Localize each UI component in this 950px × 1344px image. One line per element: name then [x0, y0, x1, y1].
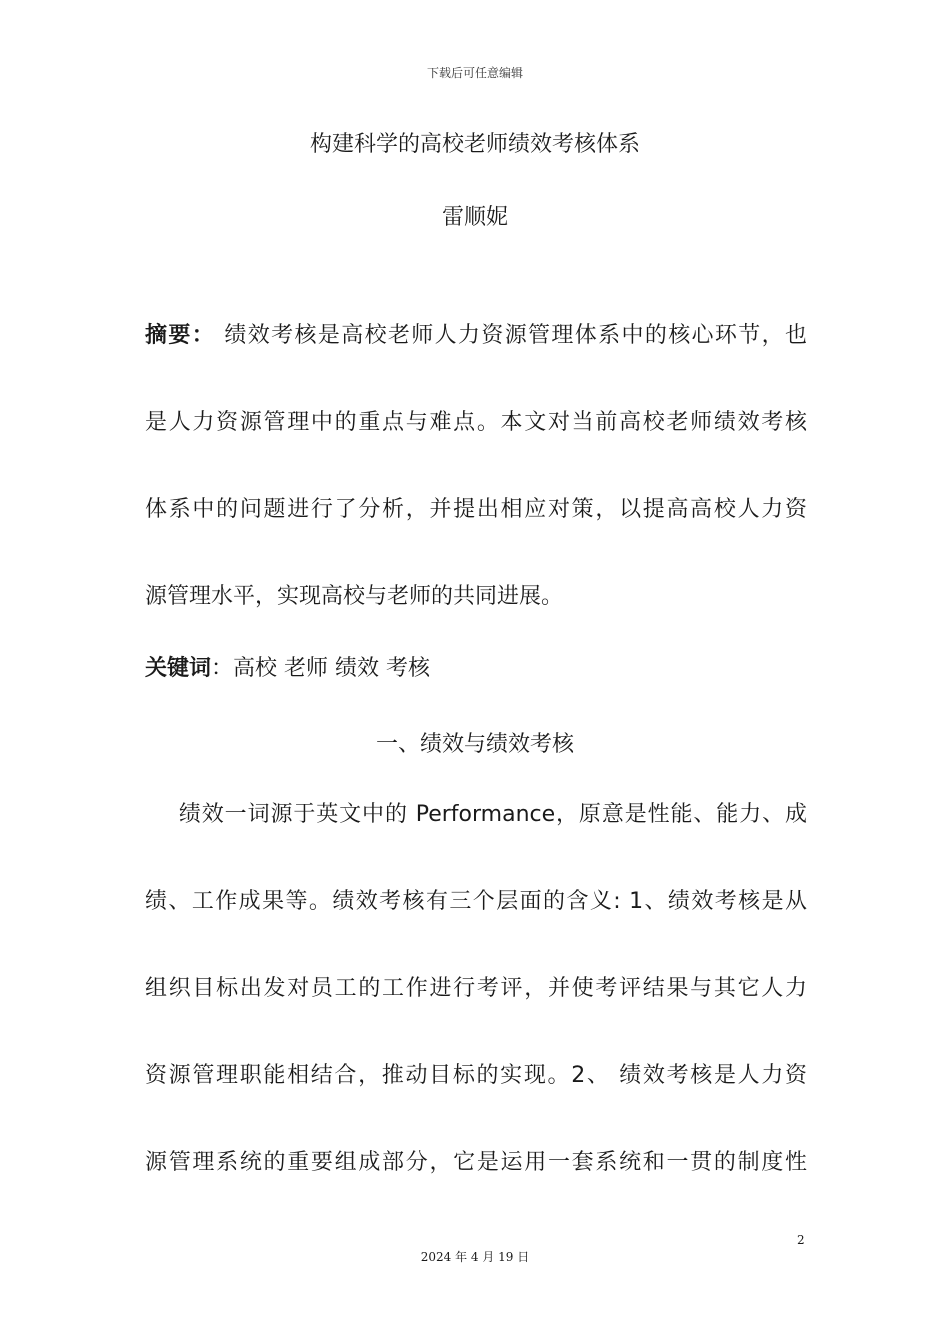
body-line-2: 绩、工作成果等。绩效考核有三个层面的含义: 1、绩效考核是从: [145, 889, 807, 914]
body-line-5: 源管理系统的重要组成部分，它是运用一套系统和一贯的制度性: [145, 1150, 807, 1175]
abstract-colon: ：: [191, 323, 216, 348]
abstract-text-1: 绩效考核是高校老师人力资源管理体系中的核心环节，也: [223, 323, 807, 348]
keywords-line: [145, 654, 807, 684]
section-heading: 一、绩效与绩效考核: [375, 732, 574, 757]
body-text-1: 绩效一词源于英文中的 Performance，原意是性能、能力、成: [178, 802, 807, 827]
author-name: 雷顺妮: [441, 205, 508, 230]
page-number: 2: [797, 1233, 805, 1247]
abstract-label: 摘要: [145, 323, 192, 348]
body-line-1: [145, 800, 807, 830]
document-title: 构建科学的高校老师绩效考核体系: [309, 132, 640, 157]
keywords-text: 高校 老师 绩效 考核: [233, 656, 431, 681]
body-line-3: 组织目标出发对员工的工作进行考评，并使考评结果与其它人力: [145, 976, 807, 1001]
keywords-colon: ：: [211, 656, 234, 681]
abstract-line-4: 源管理水平，实现高校与老师的共同进展。: [145, 584, 564, 609]
abstract-line-1: [145, 321, 807, 351]
header-note: 下载后可任意编辑: [426, 66, 523, 80]
abstract-line-3: 体系中的问题进行了分析，并提出相应对策，以提高高校人力资: [145, 497, 807, 522]
keywords-label: 关键词: [145, 656, 212, 681]
body-line-4: 资源管理职能相结合，推动目标的实现。2、 绩效考核是人力资: [145, 1063, 807, 1088]
footer-date: 2024 年 4 月 19 日: [420, 1250, 530, 1264]
abstract-line-2: 是人力资源管理中的重点与难点。本文对当前高校老师绩效考核: [145, 410, 807, 435]
